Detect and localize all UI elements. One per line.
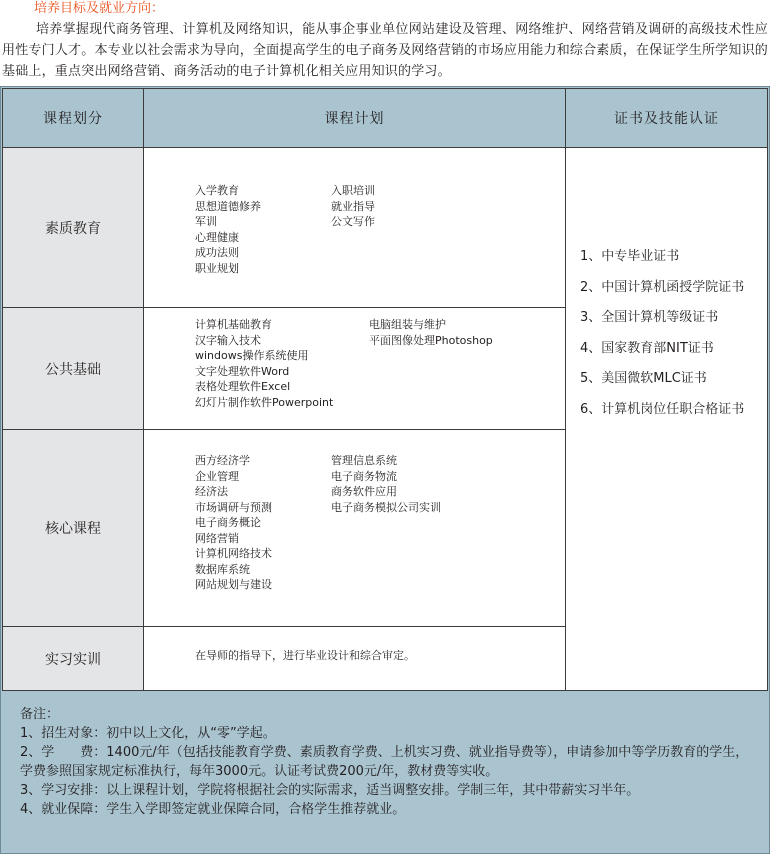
plan-cell-quality [143,147,566,308]
list-item: 文字处理软件Word [195,364,290,378]
list-item: 电脑组装与维护 [369,318,446,331]
list-item: 数据库系统 [195,562,250,576]
plan-cell-core-courses [143,429,566,627]
plan-col-left [195,183,261,276]
certificate-list [580,242,744,425]
list-item: 就业指导 [331,199,375,213]
list-item: 电子商务物流 [331,469,397,483]
plan-cell-public-basics [143,307,566,430]
note-item: 1、招生对象：初中以上文化，从“零”学起。 [20,726,276,741]
certificates-cell [565,147,768,691]
list-item: 平面图像处理Photoshop [369,333,493,347]
list-item: 计算机网络技术 [195,547,272,560]
section-heading: 培养目标及就业方向： [34,1,165,16]
list-item: 商务软件应用 [331,485,397,498]
list-item: 公文写作 [331,215,375,228]
certificate-item: 3、全国计算机等级证书 [580,310,719,325]
list-item: 管理信息系统 [331,454,397,467]
list-item: 思想道德修养 [195,199,261,213]
certificate-item: 5、美国微软MLC证书 [580,371,707,386]
list-item: 入职培训 [331,184,375,197]
list-item: 市场调研与预测 [195,500,272,514]
list-item: 心理健康 [195,230,239,244]
list-item: 电子商务模拟公司实训 [331,500,441,514]
list-item: 网络营销 [195,531,239,545]
plan-col-right [331,183,375,230]
list-item: 汉字输入技术 [195,333,261,347]
list-item: windows操作系统使用 [195,349,309,362]
plan-col-right [369,317,493,348]
list-item: 职业规划 [195,261,239,275]
header-plan: 课程计划 [143,88,566,148]
list-item: 西方经济学 [195,454,250,467]
certificate-item: 6、计算机岗位任职合格证书 [580,401,745,417]
list-item: 成功法则 [195,246,239,259]
plan-cell-internship [143,626,566,691]
list-item: 电子商务概论 [195,516,261,529]
note-item: 4、就业保障：学生入学即签定就业保障合同，合格学生推荐就业。 [20,802,406,817]
list-item: 在导师的指导下，进行毕业设计和综合审定。 [195,649,415,662]
list-item: 经济法 [195,485,228,498]
header-category: 课程划分 [2,88,144,148]
note-item: 3、学习安排：以上课程计划，学院将根据社会的实际需求，适当调整安排。学制三年，其中带薪实习半年。 [20,783,640,798]
plan-col-left [195,317,333,410]
list-item: 网站规划与建设 [195,578,272,591]
category-quality: 素质教育 [2,147,144,308]
category-core-courses: 核心课程 [2,429,144,627]
list-item: 计算机基础教育 [195,318,272,331]
category-public-basics: 公共基础 [2,307,144,430]
certificate-item: 2、中国计算机函授学院证书 [580,279,745,295]
certificate-item: 1、中专毕业证书 [580,249,680,264]
certificate-item: 4、国家教育部NIT证书 [580,340,714,356]
plan-col-left [195,648,415,664]
notes-section [20,705,760,819]
list-item: 幻灯片制作软件Powerpoint [195,395,334,409]
notes-title: 备注： [20,707,60,722]
note-item: 2、学 费：1400元/年（包括技能教育学费、素质教育学费、上机实习费、就业指导费等），申请参加中等学历教育的学生，学费参照国家规定标准执行，每年3000元。认证考试费200元/年，教材费等实收。 [20,745,749,779]
plan-col-left [195,453,272,593]
list-item: 表格处理软件Excel [195,380,291,393]
list-item: 军训 [195,215,217,228]
intro-paragraph: 培养掌握现代商务管理、计算机及网络知识，能从事企事业单位网站建设及管理、网络维护、网络营销及调研的高级技术性应用性专门人才。本专业以社会需求为导向，全面提高学生的电子商务及网络营销的市场应用能力和综合素质，在保证学生所学知识的基础上，重点突出网络营销、商务活动的电子计算机化相关应用知识的学习。 [2,22,768,79]
header-cert: 证书及技能认证 [565,88,768,148]
list-item: 企业管理 [195,469,239,483]
list-item: 入学教育 [195,184,239,197]
plan-col-right [331,453,441,515]
category-internship: 实习实训 [2,626,144,691]
